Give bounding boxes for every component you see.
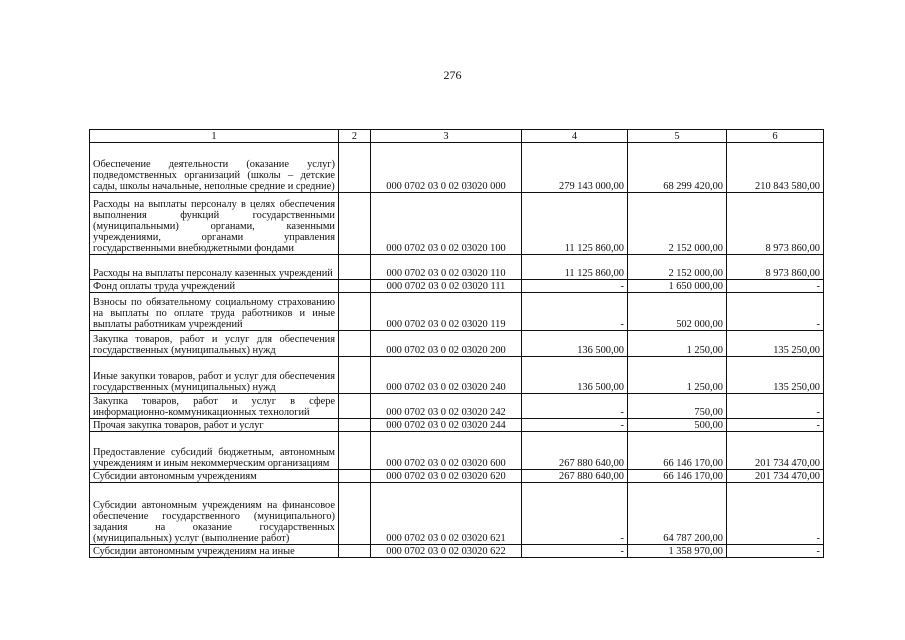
table-row xyxy=(90,143,824,193)
row-value-5: 502 000,00 xyxy=(628,293,727,331)
row-value-5: 2 152 000,00 xyxy=(628,193,727,255)
row-col2 xyxy=(339,357,371,394)
row-name: Обеспечение деятельности (оказание услуг) подведомственных организаций (школы – детские сады, школы начальные, неполные средние и средние) xyxy=(90,143,339,193)
row-col2 xyxy=(339,255,371,280)
table-row xyxy=(90,280,824,293)
row-code: 000 0702 03 0 02 03020 000 xyxy=(371,143,522,193)
table-row xyxy=(90,419,824,432)
table-row xyxy=(90,470,824,483)
row-col2 xyxy=(339,419,371,432)
table-row xyxy=(90,545,824,558)
row-col2 xyxy=(339,432,371,470)
row-name: Расходы на выплаты персоналу казенных учреждений xyxy=(90,255,339,280)
row-value-5: 66 146 170,00 xyxy=(628,432,727,470)
row-col2 xyxy=(339,293,371,331)
row-code: 000 0702 03 0 02 03020 622 xyxy=(371,545,522,558)
column-header: 6 xyxy=(727,130,824,143)
row-value-5: 1 358 970,00 xyxy=(628,545,727,558)
row-col2 xyxy=(339,280,371,293)
row-code: 000 0702 03 0 02 03020 100 xyxy=(371,193,522,255)
row-code: 000 0702 03 0 02 03020 200 xyxy=(371,331,522,357)
row-value-4: 267 880 640,00 xyxy=(522,432,628,470)
row-value-5: 2 152 000,00 xyxy=(628,255,727,280)
row-value-4: - xyxy=(522,545,628,558)
row-value-5: 1 250,00 xyxy=(628,331,727,357)
row-value-6: 201 734 470,00 xyxy=(727,470,824,483)
row-col2 xyxy=(339,193,371,255)
row-value-6: - xyxy=(727,545,824,558)
column-header: 2 xyxy=(339,130,371,143)
table-row xyxy=(90,432,824,470)
row-value-5: 68 299 420,00 xyxy=(628,143,727,193)
row-col2 xyxy=(339,545,371,558)
row-code: 000 0702 03 0 02 03020 620 xyxy=(371,470,522,483)
row-col2 xyxy=(339,483,371,545)
row-name: Субсидии автономным учреждениям xyxy=(90,470,339,483)
row-value-4: 267 880 640,00 xyxy=(522,470,628,483)
row-col2 xyxy=(339,470,371,483)
row-col2 xyxy=(339,394,371,419)
table-row xyxy=(90,293,824,331)
row-name: Субсидии автономным учреждениям на финансовое обеспечение государственного (муниципального) задания на оказание государственных (муниципальных) услуг (выполнение работ) xyxy=(90,483,339,545)
page-number: 276 xyxy=(443,68,462,82)
column-header: 3 xyxy=(371,130,522,143)
row-value-6: - xyxy=(727,293,824,331)
row-name: Фонд оплаты труда учреждений xyxy=(90,280,339,293)
column-header: 4 xyxy=(522,130,628,143)
row-value-6: 210 843 580,00 xyxy=(727,143,824,193)
row-value-4: 11 125 860,00 xyxy=(522,255,628,280)
row-value-5: 750,00 xyxy=(628,394,727,419)
row-value-6: 201 734 470,00 xyxy=(727,432,824,470)
budget-table xyxy=(89,129,824,558)
column-header: 5 xyxy=(628,130,727,143)
row-name: Закупка товаров, работ и услуг для обеспечения государственных (муниципальных) нужд xyxy=(90,331,339,357)
row-value-5: 500,00 xyxy=(628,419,727,432)
row-col2 xyxy=(339,143,371,193)
row-value-4: 136 500,00 xyxy=(522,331,628,357)
table-row xyxy=(90,357,824,394)
row-code: 000 0702 03 0 02 03020 119 xyxy=(371,293,522,331)
row-name: Иные закупки товаров, работ и услуг для обеспечения государственных (муниципальных) нужд xyxy=(90,357,339,394)
row-value-5: 64 787 200,00 xyxy=(628,483,727,545)
table-header-row xyxy=(90,130,824,143)
row-value-6: - xyxy=(727,280,824,293)
row-value-4: - xyxy=(522,293,628,331)
row-value-4: 11 125 860,00 xyxy=(522,193,628,255)
row-code: 000 0702 03 0 02 03020 110 xyxy=(371,255,522,280)
row-value-6: 135 250,00 xyxy=(727,357,824,394)
row-value-5: 1 250,00 xyxy=(628,357,727,394)
row-value-4: - xyxy=(522,394,628,419)
row-value-4: 136 500,00 xyxy=(522,357,628,394)
row-value-4: 279 143 000,00 xyxy=(522,143,628,193)
row-name: Расходы на выплаты персоналу в целях обеспечения выполнения функций государственными (муниципальными) органами, казенными учреждениями, органами управления государственными внебюджетными фондами xyxy=(90,193,339,255)
row-name: Субсидии автономным учреждениям на иные xyxy=(90,545,339,558)
row-code: 000 0702 03 0 02 03020 621 xyxy=(371,483,522,545)
row-value-5: 1 650 000,00 xyxy=(628,280,727,293)
row-value-4: - xyxy=(522,483,628,545)
row-value-6: 8 973 860,00 xyxy=(727,255,824,280)
row-name: Прочая закупка товаров, работ и услуг xyxy=(90,419,339,432)
row-code: 000 0702 03 0 02 03020 242 xyxy=(371,394,522,419)
row-value-6: 8 973 860,00 xyxy=(727,193,824,255)
row-value-5: 66 146 170,00 xyxy=(628,470,727,483)
table-row xyxy=(90,483,824,545)
row-col2 xyxy=(339,331,371,357)
row-value-6: - xyxy=(727,419,824,432)
row-code: 000 0702 03 0 02 03020 111 xyxy=(371,280,522,293)
table-row xyxy=(90,331,824,357)
row-code: 000 0702 03 0 02 03020 244 xyxy=(371,419,522,432)
row-value-4: - xyxy=(522,419,628,432)
row-value-4: - xyxy=(522,280,628,293)
row-value-6: 135 250,00 xyxy=(727,331,824,357)
row-name: Предоставление субсидий бюджетным, автономным учреждениям и иным некоммерческим организациям xyxy=(90,432,339,470)
row-code: 000 0702 03 0 02 03020 240 xyxy=(371,357,522,394)
table-row xyxy=(90,394,824,419)
row-name: Взносы по обязательному социальному страхованию на выплаты по оплате труда работников и иные выплаты работникам учреждений xyxy=(90,293,339,331)
row-value-6: - xyxy=(727,483,824,545)
row-name: Закупка товаров, работ и услуг в сфере информационно-коммуникационных технологий xyxy=(90,394,339,419)
column-header: 1 xyxy=(90,130,339,143)
row-code: 000 0702 03 0 02 03020 600 xyxy=(371,432,522,470)
table-row xyxy=(90,255,824,280)
row-value-6: - xyxy=(727,394,824,419)
table-row xyxy=(90,193,824,255)
